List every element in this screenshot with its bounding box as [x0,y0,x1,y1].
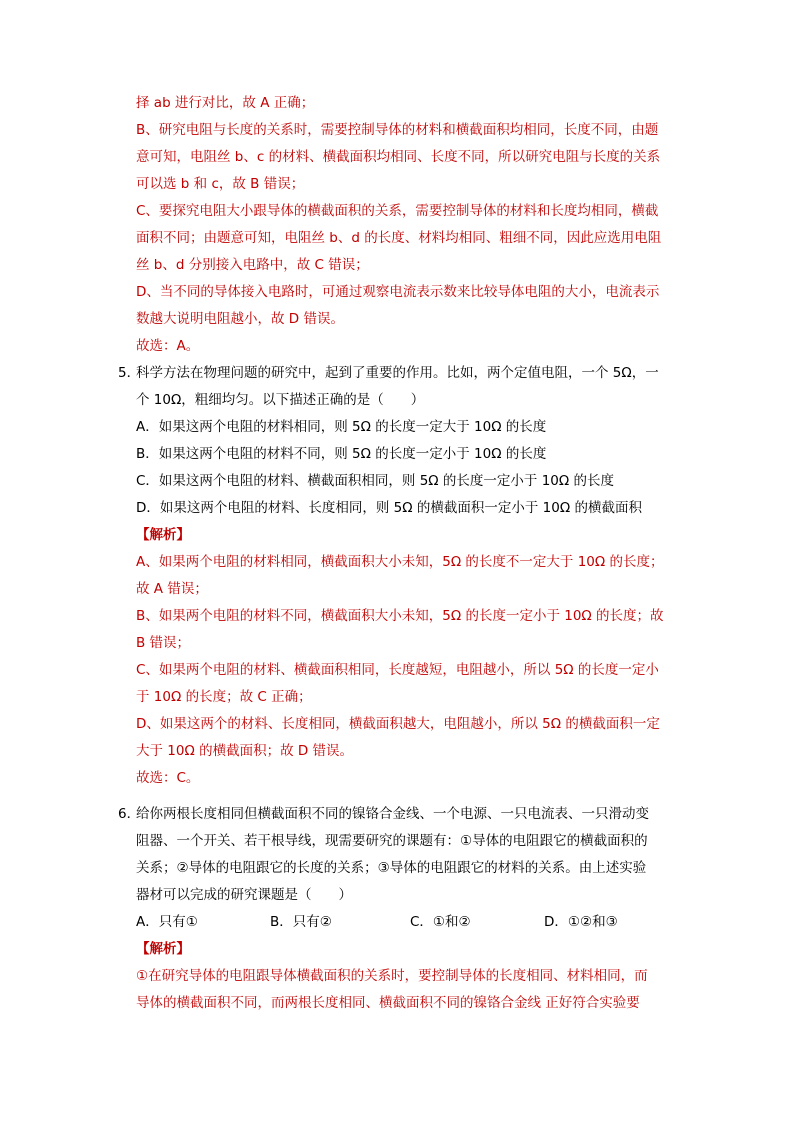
answer-choice: 故选：C。 [136,770,200,786]
answer-line: 面积不同；由题意可知，电阻丝 b、d 的长度、材料均相同、粗细不同，因此应选用电阻 [136,230,662,246]
option-c: C．①和② [410,914,471,930]
answer-line: D、当不同的导体接入电路时，可通过观察电流表示数来比较导体电阻的大小，电流表示 [136,284,660,300]
analysis-line: C、如果两个电阻的材料、横截面积相同，长度越短，电阻越小，所以 5Ω 的长度一定小 [136,662,659,678]
option-a: A．如果这两个电阻的材料相同，则 5Ω 的长度一定大于 10Ω 的长度 [136,419,547,435]
option-d: D．①②和③ [544,914,618,930]
option-a: A．只有① [136,914,198,930]
analysis-line: 导体的横截面积不同，而两根长度相同、横截面积不同的镍铬合金线 正好符合实验要 [136,995,640,1011]
question-stem: 器材可以完成的研究课题是（ ） [136,887,352,903]
question-stem: 给你两根长度相同但横截面积不同的镍铬合金线、一个电源、一只电流表、一只滑动变 [136,806,649,822]
option-d: D．如果这两个电阻的材料、长度相同，则 5Ω 的横截面积一定小于 10Ω 的横截面积 [136,500,642,516]
question-stem: 关系；②导体的电阻跟它的长度的关系；③导体的电阻跟它的材料的关系。由上述实验 [136,860,647,876]
analysis-line: B、如果两个电阻的材料不同，横截面积大小未知，5Ω 的长度一定小于 10Ω 的长度；故 [136,608,664,624]
answer-line: 丝 b、d 分别接入电路中，故 C 错误； [136,257,369,273]
question-stem: 科学方法在物理问题的研究中，起到了重要的作用。比如，两个定值电阻，一个 5Ω，一 [136,365,659,381]
option-b: B．只有② [270,914,332,930]
question-number: 6． [118,806,141,822]
answer-line: 可以选 b 和 c，故 B 错误； [136,176,305,192]
question-number: 5． [118,365,141,381]
answer-line: C、要探究电阻大小跟导体的横截面积的关系，需要控制导体的材料和长度均相同，横截 [136,203,659,219]
analysis-line: 故 A 错误； [136,581,208,597]
options-row [136,909,676,936]
analysis-line: A、如果两个电阻的材料相同，横截面积大小未知，5Ω 的长度不一定大于 10Ω 的长度； [136,554,664,570]
analysis-line: 于 10Ω 的长度；故 C 正确； [136,689,312,705]
answer-choice: 故选：A。 [136,338,200,354]
option-b: B．如果这两个电阻的材料不同，则 5Ω 的长度一定小于 10Ω 的长度 [136,446,547,462]
option-c: C．如果这两个电阻的材料、横截面积相同，则 5Ω 的长度一定小于 10Ω 的长度 [136,473,614,489]
analysis-line: ①在研究导体的电阻跟导体横截面积的关系时，要控制导体的长度相同、材料相同，而 [136,968,648,984]
answer-line: 择 ab 进行对比，故 A 正确； [136,95,315,111]
analysis-label: 【解析】 [136,527,190,543]
analysis-line: B 错误； [136,635,191,651]
question-stem: 阻器、一个开关、若干根导线，现需要研究的课题有：①导体的电阻跟它的横截面积的 [136,833,648,849]
analysis-label: 【解析】 [136,941,190,957]
question-stem: 个 10Ω，粗细均匀。以下描述正确的是（ ） [136,392,425,408]
analysis-line: 大于 10Ω 的横截面积；故 D 错误。 [136,743,354,759]
answer-line: 数越大说明电阻越小，故 D 错误。 [136,311,344,327]
answer-line: B、研究电阻与长度的关系时，需要控制导体的材料和横截面积均相同，长度不同，由题 [136,122,659,138]
answer-line: 意可知，电阻丝 b、c 的材料、横截面积均相同、长度不同，所以研究电阻与长度的关系 [136,149,661,165]
analysis-line: D、如果这两个的材料、长度相同，横截面积越大，电阻越小，所以 5Ω 的横截面积一定 [136,716,660,732]
